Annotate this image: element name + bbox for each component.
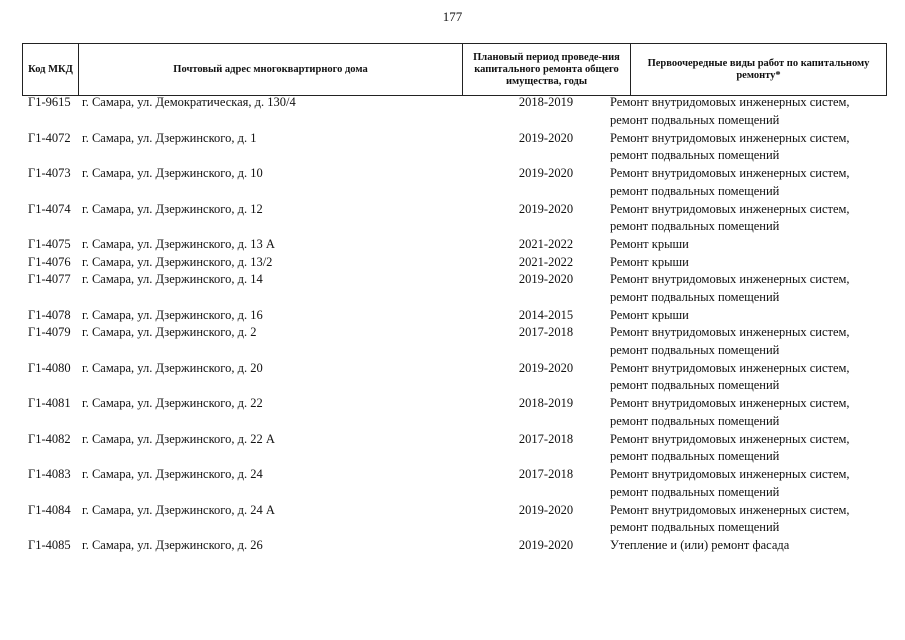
table-header bbox=[22, 43, 887, 96]
cell-code: Г1-4075 bbox=[28, 237, 71, 251]
cell-works: Ремонт внутридомовых инженерных систем, ремонт подвальных помещений bbox=[610, 502, 850, 535]
cell-code: Г1-4084 bbox=[28, 502, 71, 517]
cell-works: Ремонт внутридомовых инженерных систем, ремонт подвальных помещений bbox=[610, 95, 850, 127]
cell-address: г. Самара, ул. Дзержинского, д. 14 bbox=[82, 272, 263, 287]
cell-address: г. Самара, ул. Дзержинского, д. 13 А bbox=[82, 237, 275, 251]
cell-address: г. Самара, ул. Дзержинского, д. 20 bbox=[82, 360, 263, 375]
cell-address: г. Самара, ул. Дзержинского, д. 26 bbox=[82, 538, 263, 553]
cell-address: г. Самара, ул. Дзержинского, д. 13/2 bbox=[82, 254, 273, 269]
table-row bbox=[22, 360, 887, 396]
table-row bbox=[22, 324, 887, 360]
cell-code: Г1-4082 bbox=[28, 431, 71, 446]
cell-code: Г1-4080 bbox=[28, 360, 71, 375]
cell-works: Ремонт внутридомовых инженерных систем, ремонт подвальных помещений bbox=[610, 467, 850, 499]
table-row bbox=[22, 165, 887, 201]
cell-address: г. Самара, ул. Дзержинского, д. 22 А bbox=[82, 431, 275, 446]
cell-works: Ремонт внутридомовых инженерных систем, ремонт подвальных помещений bbox=[610, 360, 850, 393]
cell-works: Ремонт внутридомовых инженерных систем, ремонт подвальных помещений bbox=[610, 166, 850, 198]
cell-code: Г1-4085 bbox=[28, 538, 71, 553]
table-body bbox=[22, 94, 887, 555]
cell-code: Г1-4079 bbox=[28, 325, 71, 340]
cell-works: Ремонт внутридомовых инженерных систем, ремонт подвальных помещений bbox=[610, 431, 850, 464]
cell-period: 2019-2020 bbox=[518, 201, 574, 216]
cell-address: г. Самара, ул. Дзержинского, д. 2 bbox=[82, 325, 257, 340]
table-row bbox=[22, 236, 887, 254]
table-row bbox=[22, 201, 887, 237]
cell-period: 2019-2020 bbox=[518, 130, 574, 145]
table-row bbox=[22, 307, 887, 325]
column-header-period: Плановый период проведе-ния капитального ремонта общего имущества, годы bbox=[462, 44, 630, 95]
cell-period: 2018-2019 bbox=[518, 396, 574, 411]
column-header-code: Код МКД bbox=[22, 44, 78, 95]
cell-code: Г1-9615 bbox=[28, 95, 71, 109]
cell-address: г. Самара, ул. Демократическая, д. 130/4 bbox=[82, 95, 296, 109]
cell-period: 2019-2020 bbox=[518, 538, 574, 553]
cell-works: Утепление и (или) ремонт фасада bbox=[610, 538, 790, 553]
cell-address: г. Самара, ул. Дзержинского, д. 24 bbox=[82, 467, 263, 482]
cell-works: Ремонт внутридомовых инженерных систем, ремонт подвальных помещений bbox=[610, 201, 850, 234]
cell-address: г. Самара, ул. Дзержинского, д. 1 bbox=[82, 130, 257, 145]
cell-period: 2019-2020 bbox=[518, 360, 574, 375]
cell-code: Г1-4083 bbox=[28, 467, 71, 482]
table-row bbox=[22, 254, 887, 272]
cell-code: Г1-4078 bbox=[28, 307, 71, 322]
column-header-address: Почтовый адрес многоквартирного дома bbox=[78, 44, 462, 95]
cell-period: 2019-2020 bbox=[518, 502, 574, 517]
cell-period: 2019-2020 bbox=[518, 166, 574, 180]
cell-code: Г1-4076 bbox=[28, 254, 71, 269]
cell-period: 2017-2018 bbox=[518, 467, 574, 482]
cell-address: г. Самара, ул. Дзержинского, д. 16 bbox=[82, 307, 263, 322]
cell-code: Г1-4072 bbox=[28, 130, 71, 145]
cell-address: г. Самара, ул. Дзержинского, д. 12 bbox=[82, 201, 263, 216]
cell-period: 2021-2022 bbox=[518, 237, 574, 251]
table-row bbox=[22, 502, 887, 538]
table-row bbox=[22, 271, 887, 307]
table-row bbox=[22, 466, 887, 502]
column-header-works: Первоочередные виды работ по капитальному ремонту* bbox=[630, 44, 887, 95]
cell-works: Ремонт крыши bbox=[610, 237, 689, 251]
table-row bbox=[22, 431, 887, 467]
table-row bbox=[22, 395, 887, 431]
table-row bbox=[22, 94, 887, 130]
cell-period: 2019-2020 bbox=[518, 272, 574, 287]
cell-code: Г1-4077 bbox=[28, 272, 71, 287]
cell-works: Ремонт внутридомовых инженерных систем, ремонт подвальных помещений bbox=[610, 325, 850, 357]
cell-address: г. Самара, ул. Дзержинского, д. 24 А bbox=[82, 502, 275, 517]
cell-code: Г1-4081 bbox=[28, 396, 71, 411]
cell-address: г. Самара, ул. Дзержинского, д. 22 bbox=[82, 396, 263, 411]
page-number: 177 bbox=[442, 9, 463, 24]
cell-period: 2018-2019 bbox=[518, 95, 574, 109]
cell-code: Г1-4074 bbox=[28, 201, 71, 216]
cell-works: Ремонт крыши bbox=[610, 254, 689, 269]
cell-period: 2021-2022 bbox=[518, 254, 574, 269]
cell-address: г. Самара, ул. Дзержинского, д. 10 bbox=[82, 166, 263, 180]
cell-works: Ремонт внутридомовых инженерных систем, ремонт подвальных помещений bbox=[610, 272, 850, 304]
cell-works: Ремонт внутридомовых инженерных систем, ремонт подвальных помещений bbox=[610, 130, 850, 163]
cell-period: 2014-2015 bbox=[518, 307, 574, 322]
table-row bbox=[22, 537, 887, 555]
table-row bbox=[22, 130, 887, 166]
cell-period: 2017-2018 bbox=[518, 325, 574, 340]
cell-works: Ремонт внутридомовых инженерных систем, ремонт подвальных помещений bbox=[610, 396, 850, 428]
cell-period: 2017-2018 bbox=[518, 431, 574, 446]
cell-code: Г1-4073 bbox=[28, 166, 71, 180]
cell-works: Ремонт крыши bbox=[610, 307, 689, 322]
